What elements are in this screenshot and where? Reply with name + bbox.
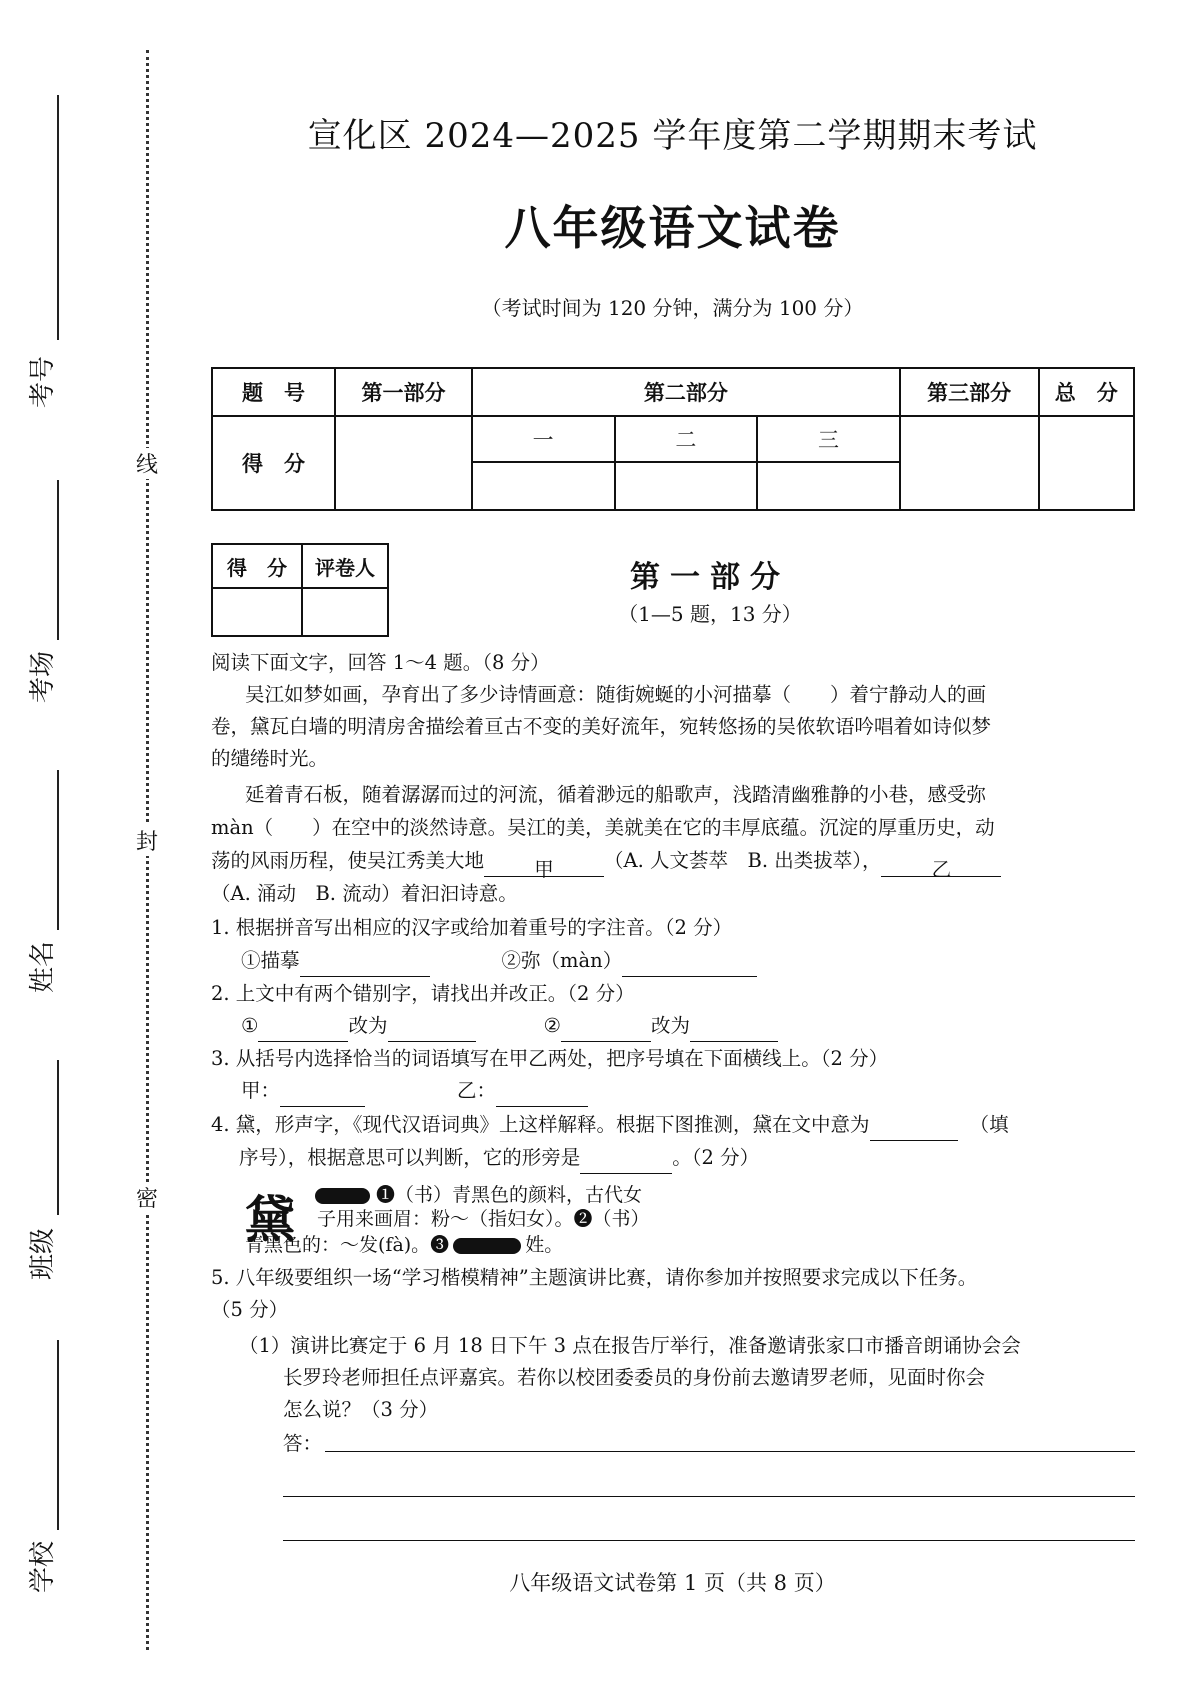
cell-part1-score[interactable]	[335, 416, 472, 510]
school-label: 学校	[28, 1540, 58, 1593]
dictionary-line1-text: ❶（书）青黑色的颜料，古代女	[376, 1184, 643, 1206]
score-table	[211, 367, 1135, 511]
passage-p2-line2: màn（ ）在空中的淡然诗意。吴江的美，美就美在它的丰厚底蕴。沉淀的厚重历史，动	[211, 816, 995, 839]
grader-score-cell[interactable]	[212, 588, 302, 636]
row-score-label: 得 分	[212, 416, 335, 510]
q2-blank-wrong-a[interactable]	[258, 1019, 348, 1042]
question-5-line1: 5. 八年级要组织一场“学习楷模精神”主题演讲比赛，请你参加并按照要求完成以下任务。	[211, 1266, 978, 1289]
passage-p2-line3	[211, 845, 1136, 881]
q1-blank-a[interactable]	[300, 954, 430, 977]
question-4-line1	[211, 1109, 1136, 1141]
question-2: 2. 上文中有两个错别字，请找出并改正。（2 分）	[211, 982, 635, 1005]
redacted-pinyin-2	[453, 1238, 521, 1254]
class-label: 班级	[28, 1227, 58, 1280]
question-5-1-line3: 怎么说？（3 分）	[283, 1398, 439, 1421]
blank-jia[interactable]: 甲	[484, 854, 604, 877]
dictionary-line1	[315, 1180, 642, 1207]
seal-close-char: 密	[132, 1182, 162, 1213]
exam-no-line	[57, 95, 59, 340]
part-one-title: 第一部分	[630, 560, 790, 595]
dictionary-line2: 子用来画眉：粉～（指妇女）。❷（书）	[317, 1208, 650, 1230]
q4-blank-radical[interactable]	[580, 1151, 672, 1174]
dictionary-char: 黛	[245, 1190, 295, 1249]
q4-text-a: 4. 黛，形声字，《现代汉语词典》上这样解释。根据下图推测，黛在文中意为	[211, 1113, 870, 1136]
q4-blank-meaning[interactable]	[870, 1118, 958, 1141]
exam-note: （考试时间为 120 分钟，满分为 100 分）	[481, 296, 864, 320]
question-5-line2: （5 分）	[211, 1298, 289, 1321]
grader-name-cell[interactable]	[302, 588, 388, 636]
seal-seal-char: 封	[132, 825, 162, 856]
question-4-line2	[211, 1142, 1164, 1174]
q2-blank-fix-a[interactable]	[388, 1019, 476, 1042]
reading-intro: 阅读下面文字，回答 1～4 题。（8 分）	[211, 651, 550, 674]
seal-line-char: 线	[132, 448, 162, 479]
q2-blank-fix-b[interactable]	[690, 1019, 778, 1042]
col-part3: 第三部分	[900, 368, 1039, 416]
grader-score-label: 得 分	[212, 544, 302, 588]
name-line	[57, 770, 59, 930]
dictionary-entry	[245, 1180, 805, 1256]
q3-yi-label: 乙：	[457, 1079, 497, 1102]
q1-blank-b[interactable]	[622, 954, 757, 977]
q4-text-d: 。（2 分）	[672, 1146, 760, 1169]
answer-line-3[interactable]	[283, 1540, 1135, 1541]
col-part2: 第二部分	[472, 368, 900, 416]
exam-room-label: 考场	[28, 650, 58, 703]
q1-item-b: ②弥（màn）	[501, 949, 623, 972]
q2-change-a: 改为	[348, 1014, 388, 1037]
sub-col-3: 三	[757, 416, 900, 462]
passage-options-a: （A. 人文荟萃 B. 出类拔萃），	[604, 849, 882, 872]
passage-p1-line2: 卷，黛瓦白墙的明清房舍描绘着亘古不变的美好流年，宛转悠扬的吴侬软语吟唱着如诗似梦	[211, 715, 992, 738]
answer-line-1[interactable]	[325, 1451, 1135, 1452]
passage-p2-line1: 延着青石板，随着潺潺而过的河流，循着渺远的船歌声，浅踏清幽雅静的小巷，感受弥	[245, 783, 987, 806]
exam-room-line	[57, 480, 59, 640]
passage-p2-line3-start: 荡的风雨历程，使吴江秀美大地	[211, 849, 485, 872]
cell-sub3-score[interactable]	[757, 462, 900, 510]
redacted-pinyin	[315, 1188, 370, 1204]
q2-change-b: 改为	[650, 1014, 690, 1037]
q2-item-a: ①	[241, 1014, 259, 1037]
grader-table	[211, 543, 389, 637]
q3-blank-jia[interactable]	[280, 1084, 365, 1107]
school-line	[57, 1340, 59, 1530]
cell-part3-score[interactable]	[900, 416, 1039, 510]
question-1-blanks	[211, 945, 1166, 977]
blank-yi[interactable]: 乙	[881, 854, 1001, 877]
cell-sub1-score[interactable]	[472, 462, 615, 510]
class-line	[57, 1060, 59, 1215]
question-5-1-line2: 长罗玲老师担任点评嘉宾。若你以校团委委员的身份前去邀请罗老师，见面时你会	[283, 1366, 986, 1389]
dictionary-line3-text: 青黑色的：～发(fà)。❸	[245, 1234, 450, 1256]
question-5-1-line1: （1）演讲比赛定于 6 月 18 日下午 3 点在报告厅举行，准备邀请张家口市播音朗诵协会会	[239, 1334, 1021, 1357]
subject-title: 八年级语文试卷	[504, 201, 841, 255]
exam-no-label: 考号	[28, 355, 58, 408]
part-one-range: （1—5 题，13 分）	[618, 602, 802, 626]
question-1: 1. 根据拼音写出相应的汉字或给加着重号的字注音。（2 分）	[211, 916, 733, 939]
passage-p1-line3: 的缱绻时光。	[211, 747, 329, 770]
q3-jia-label: 甲：	[241, 1079, 281, 1102]
col-part1: 第一部分	[335, 368, 472, 416]
q3-blank-yi[interactable]	[496, 1084, 588, 1107]
exam-title: 宣化区 2024—2025 学年度第二学期期末考试	[307, 116, 1038, 156]
name-label: 姓名	[28, 940, 58, 993]
sub-col-1: 一	[472, 416, 615, 462]
cell-total-score[interactable]	[1039, 416, 1134, 510]
col-question-no: 题 号	[212, 368, 335, 416]
cell-sub2-score[interactable]	[615, 462, 758, 510]
dictionary-line3-end: 姓。	[525, 1234, 564, 1256]
q2-item-b: ②	[543, 1014, 561, 1037]
question-3: 3. 从括号内选择恰当的词语填写在甲乙两处，把序号填在下面横线上。（2 分）	[211, 1047, 889, 1070]
col-total: 总 分	[1039, 368, 1134, 416]
q4-text-b: （填	[969, 1113, 1009, 1136]
grader-label: 评卷人	[302, 544, 388, 588]
q1-item-a: ①描摹	[241, 949, 300, 972]
question-3-blanks	[211, 1075, 1166, 1107]
q4-text-c: 序号），根据意思可以判断，它的形旁是	[239, 1146, 581, 1169]
passage-p1-line1: 吴江如梦如画，孕育出了多少诗情画意：随街婉蜒的小河描摹（ ）着宁静动人的画	[245, 683, 987, 706]
passage-p2-line4: （A. 涌动 B. 流动）着汩汩诗意。	[211, 882, 518, 905]
page-footer: 八年级语文试卷第 1 页（共 8 页）	[509, 1571, 836, 1595]
sub-col-2: 二	[615, 416, 758, 462]
answer-label: 答：	[283, 1432, 323, 1455]
question-2-blanks	[211, 1010, 1166, 1042]
answer-line-2[interactable]	[283, 1496, 1135, 1497]
q2-blank-wrong-b[interactable]	[561, 1019, 651, 1042]
dictionary-line3	[245, 1230, 563, 1257]
